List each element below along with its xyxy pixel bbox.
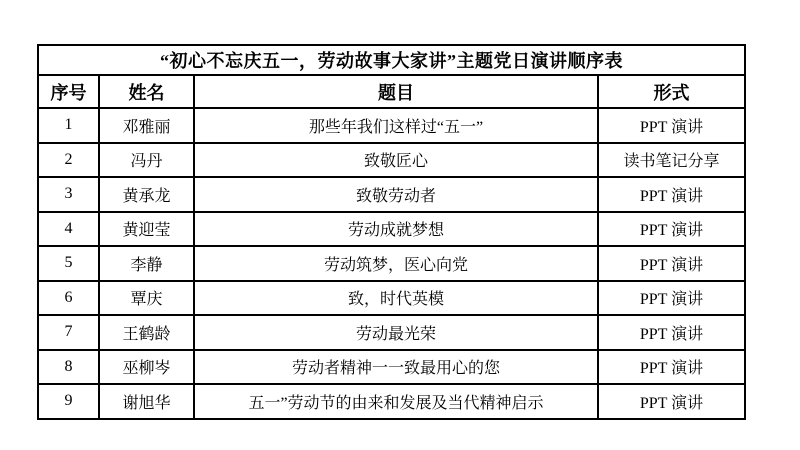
- cell-topic: 那些年我们这样过“五一”: [194, 108, 598, 143]
- table-row: [38, 177, 745, 212]
- column-header-name: 姓名: [99, 75, 194, 108]
- speech-order-table: [37, 44, 746, 420]
- cell-no: 1: [38, 108, 99, 143]
- table-row: [38, 281, 745, 316]
- column-header-no: 序号: [38, 75, 99, 108]
- cell-name: 冯丹: [99, 143, 194, 178]
- table-title: “初心不忘庆五一，劳动故事大家讲”主题党日演讲顺序表: [38, 45, 745, 75]
- cell-no: 5: [38, 246, 99, 281]
- cell-topic: 致敬匠心: [194, 143, 598, 178]
- table-head: [38, 45, 745, 108]
- table-row: [38, 384, 745, 419]
- table-row: [38, 350, 745, 385]
- cell-no: 9: [38, 384, 99, 419]
- table-row: [38, 108, 745, 143]
- cell-topic: 劳动者精神一一致最用心的您: [194, 350, 598, 385]
- cell-topic: 劳动最光荣: [194, 315, 598, 350]
- cell-name: 巫柳岑: [99, 350, 194, 385]
- cell-topic: 致敬劳动者: [194, 177, 598, 212]
- cell-name: 覃庆: [99, 281, 194, 316]
- table-title-row: [38, 45, 745, 75]
- table-row: [38, 143, 745, 178]
- cell-name: 王鹤龄: [99, 315, 194, 350]
- cell-topic: 劳动筑梦，医心向党: [194, 246, 598, 281]
- cell-topic: 五一”劳动节的由来和发展及当代精神启示: [194, 384, 598, 419]
- cell-name: 黄承龙: [99, 177, 194, 212]
- cell-format: PPT 演讲: [598, 350, 745, 385]
- table-row: [38, 246, 745, 281]
- cell-format: PPT 演讲: [598, 384, 745, 419]
- cell-no: 7: [38, 315, 99, 350]
- cell-name: 谢旭华: [99, 384, 194, 419]
- cell-format: PPT 演讲: [598, 315, 745, 350]
- cell-name: 邓雅丽: [99, 108, 194, 143]
- cell-format: PPT 演讲: [598, 281, 745, 316]
- column-header-topic: 题目: [194, 75, 598, 108]
- cell-no: 6: [38, 281, 99, 316]
- cell-no: 3: [38, 177, 99, 212]
- cell-name: 黄迎莹: [99, 212, 194, 247]
- table-row: [38, 315, 745, 350]
- cell-format: PPT 演讲: [598, 108, 745, 143]
- table-body: [38, 108, 745, 419]
- cell-no: 2: [38, 143, 99, 178]
- cell-topic: 致，时代英模: [194, 281, 598, 316]
- cell-name: 李静: [99, 246, 194, 281]
- cell-format: 读书笔记分享: [598, 143, 745, 178]
- cell-format: PPT 演讲: [598, 246, 745, 281]
- table-header-row: [38, 75, 745, 108]
- cell-topic: 劳动成就梦想: [194, 212, 598, 247]
- cell-no: 4: [38, 212, 99, 247]
- column-header-format: 形式: [598, 75, 745, 108]
- cell-format: PPT 演讲: [598, 212, 745, 247]
- cell-format: PPT 演讲: [598, 177, 745, 212]
- cell-no: 8: [38, 350, 99, 385]
- table-row: [38, 212, 745, 247]
